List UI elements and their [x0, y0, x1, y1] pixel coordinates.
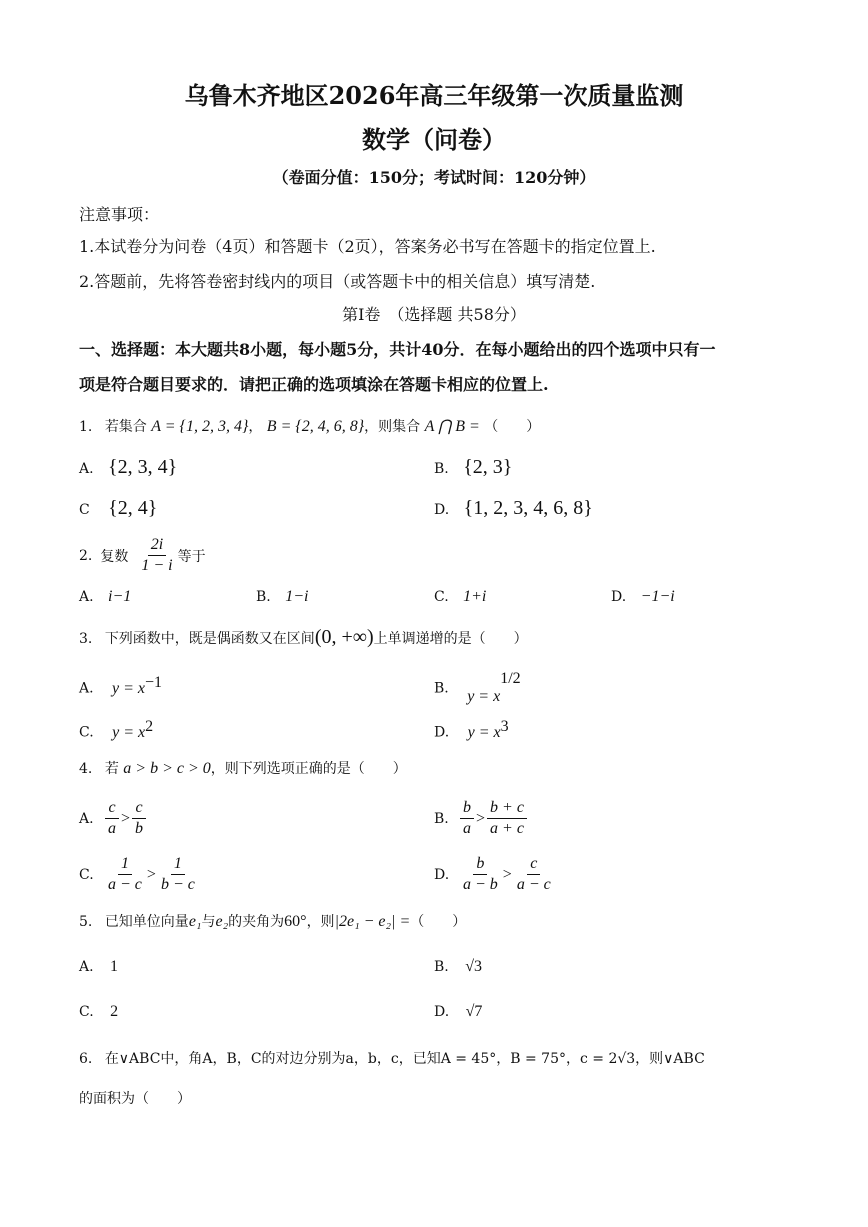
set-b: B = {2, 4, 6, 8} [266, 418, 365, 435]
section-instruction-line2: 项是符合题目要求的．请把正确的选项填涂在答题卡相应的位置上. [79, 375, 549, 394]
question-text-post: 等于 [177, 548, 206, 565]
option-value: −1−i [640, 588, 675, 605]
option-exponent: 1/2 [500, 670, 521, 687]
q3-option-d [434, 718, 509, 742]
option-base: y = x [467, 687, 501, 705]
vector-e1: e₁ [188, 913, 202, 930]
numerator: c [527, 854, 540, 875]
gt-sign: > [146, 865, 156, 883]
notes-item-2: 2.答题前，先将答卷密封线内的项目（或答题卡中的相关信息）填写清楚. [79, 272, 596, 291]
q3-option-b [434, 670, 521, 705]
question-number: 1. [79, 419, 93, 435]
numerator: 2i [148, 535, 166, 556]
q4-option-b [434, 798, 529, 839]
question-number: 2. [79, 547, 93, 564]
q4-option-d [434, 854, 556, 895]
subject-title: 数学（问卷） [362, 125, 506, 154]
interval: (0, +∞) [314, 626, 374, 648]
section-instruction-line1: 一、选择题：本大题共8小题，每小题5分，共计40分．在每小题给出的四个选项中只有一 [79, 340, 716, 359]
option-value: 1+i [463, 588, 487, 605]
option-value: √7 [465, 1003, 483, 1020]
gt-sign: > [502, 865, 512, 883]
fraction-right [158, 854, 198, 895]
numerator: 1 [171, 854, 185, 875]
option-exponent: −1 [145, 674, 163, 691]
option-value: {2, 4} [108, 497, 158, 519]
option-label: D. [434, 866, 450, 883]
option-value: {2, 3, 4} [108, 456, 178, 478]
fraction [138, 535, 175, 576]
angle: 60° [284, 913, 307, 930]
denominator: a [463, 820, 471, 837]
fraction-left [460, 854, 501, 895]
question-text: 若 [104, 761, 119, 777]
option-label: D. [434, 724, 450, 741]
option-value: {2, 3} [463, 456, 513, 478]
q4-option-c [79, 854, 200, 895]
option-label: A. [79, 461, 94, 477]
volume-title: 第Ⅰ卷 （选择题 共58分） [342, 305, 526, 324]
option-label: B. [434, 680, 449, 697]
denominator: a [108, 820, 116, 837]
option-exponent: 3 [500, 718, 509, 735]
fraction-right [132, 798, 146, 839]
answer-paren: （ ） [410, 914, 467, 930]
exam-info: （卷面分值：150分；考试时间：120分钟） [272, 168, 596, 187]
option-label: C. [79, 1004, 94, 1020]
question-text-post: 上单调递增的是（ ） [373, 631, 528, 647]
question-text: 已知单位向量 [104, 914, 189, 930]
denominator: a + c [490, 820, 524, 837]
gt-sign: > [121, 809, 131, 827]
option-base: y = x [112, 723, 146, 741]
numerator: b + c [487, 798, 527, 819]
q3-option-a [79, 674, 162, 698]
option-label: A. [79, 680, 94, 697]
q1-option-d [434, 497, 593, 520]
q2-option-a [79, 588, 131, 606]
question-number: 4. [79, 761, 93, 777]
option-label: C [79, 502, 90, 518]
question-text: 下列函数中，既是偶函数又在区间 [104, 631, 315, 647]
option-label: B. [434, 461, 449, 477]
gt-sign: > [476, 809, 486, 827]
q2-option-c [434, 588, 486, 606]
option-base: y = x [467, 723, 501, 741]
question-number: 5. [79, 914, 93, 930]
vector-e2: e₂ [215, 913, 229, 930]
question-text-post: ，则下列选项正确的是（ ） [210, 761, 407, 777]
q4-option-a [79, 798, 148, 839]
fraction-right [514, 854, 554, 895]
question-4 [79, 758, 407, 778]
question-3 [79, 626, 528, 649]
option-label: D. [611, 589, 627, 605]
q1-option-c [79, 497, 157, 520]
question-text-then: ，则 [306, 914, 335, 930]
option-value: 2 [110, 1003, 119, 1020]
option-exponent: 2 [145, 718, 154, 735]
question-text: 若集合 [104, 419, 147, 435]
option-label: C. [434, 589, 449, 605]
option-value: {1, 2, 3, 4, 6, 8} [463, 497, 593, 519]
question-text: 复数 [100, 548, 129, 565]
question-text-mid: 的夹角为 [228, 914, 285, 930]
q5-option-c [79, 1003, 118, 1021]
option-base: y = x [112, 679, 146, 697]
q5-option-a [79, 958, 118, 976]
option-label: B. [434, 810, 449, 827]
denominator: a − c [108, 876, 142, 893]
denominator: a − b [463, 876, 498, 893]
denominator: b [135, 820, 144, 837]
option-value: i−1 [108, 588, 132, 605]
q1-option-a [79, 456, 177, 479]
answer-paren: （ ） [484, 419, 541, 435]
q5-option-b [434, 958, 482, 976]
fraction-left [460, 798, 474, 839]
option-value: √3 [465, 958, 482, 975]
denominator: a − c [516, 876, 551, 893]
option-value: 1 [110, 958, 119, 975]
option-label: C. [79, 866, 94, 883]
question-5 [79, 911, 466, 931]
numerator: b [473, 854, 487, 875]
q5-option-d [434, 1003, 482, 1021]
fraction-left [105, 798, 119, 839]
numerator: 1 [118, 854, 132, 875]
option-value: 1−i [285, 588, 309, 605]
option-label: D. [434, 502, 450, 518]
numerator: c [132, 798, 145, 819]
option-label: A. [79, 959, 94, 975]
option-label: B. [256, 589, 271, 605]
norm-expr: |2e₁ − e₂| = [334, 913, 411, 930]
notes-item-1: 1.本试卷分为问卷（4页）和答题卡（2页），答案务必书写在答题卡的指定位置上. [79, 237, 656, 256]
fraction-left [105, 854, 145, 895]
option-label: B. [434, 959, 449, 975]
question-text-and: 与 [201, 914, 216, 930]
fraction-right [487, 798, 527, 839]
denominator: 1 − i [141, 557, 173, 574]
question-2 [79, 535, 206, 576]
option-label: C. [79, 724, 94, 741]
numerator: b [460, 798, 474, 819]
intersection-expr: A ⋂ B = [424, 418, 480, 435]
question-number: 6. [79, 1051, 93, 1067]
exam-title: 乌鲁木齐地区2026年高三年级第一次质量监测 [184, 81, 684, 110]
question-number: 3. [79, 631, 93, 647]
question-6 [79, 1048, 705, 1068]
notes-heading: 注意事项： [79, 205, 160, 224]
question-1: 1. 若集合 A = {1, 2, 3, 4}， B = {2, 4, 6, 8}，则集合 A ⋂ B = （ ） [79, 418, 541, 435]
q2-option-b [256, 588, 308, 606]
question-text-line1: 在∨ABC中，角A，B，C的对边分别为a，b，c，已知A = 45°，B = 75°，c = 2√3，则∨ABC [104, 1051, 705, 1067]
condition: a > b > c > 0 [123, 760, 211, 777]
option-label: A. [79, 810, 94, 827]
numerator: c [105, 798, 118, 819]
denominator: b − c [160, 876, 195, 893]
question-6-line2: 的面积为（ ） [79, 1091, 191, 1107]
option-label: D. [434, 1004, 450, 1020]
question-text-mid: ，则集合 [364, 419, 421, 435]
q1-option-b [434, 456, 512, 479]
option-label: A. [79, 589, 94, 605]
set-a: A = {1, 2, 3, 4} [151, 418, 249, 435]
q2-option-d [611, 588, 675, 606]
q3-option-c [79, 718, 153, 742]
